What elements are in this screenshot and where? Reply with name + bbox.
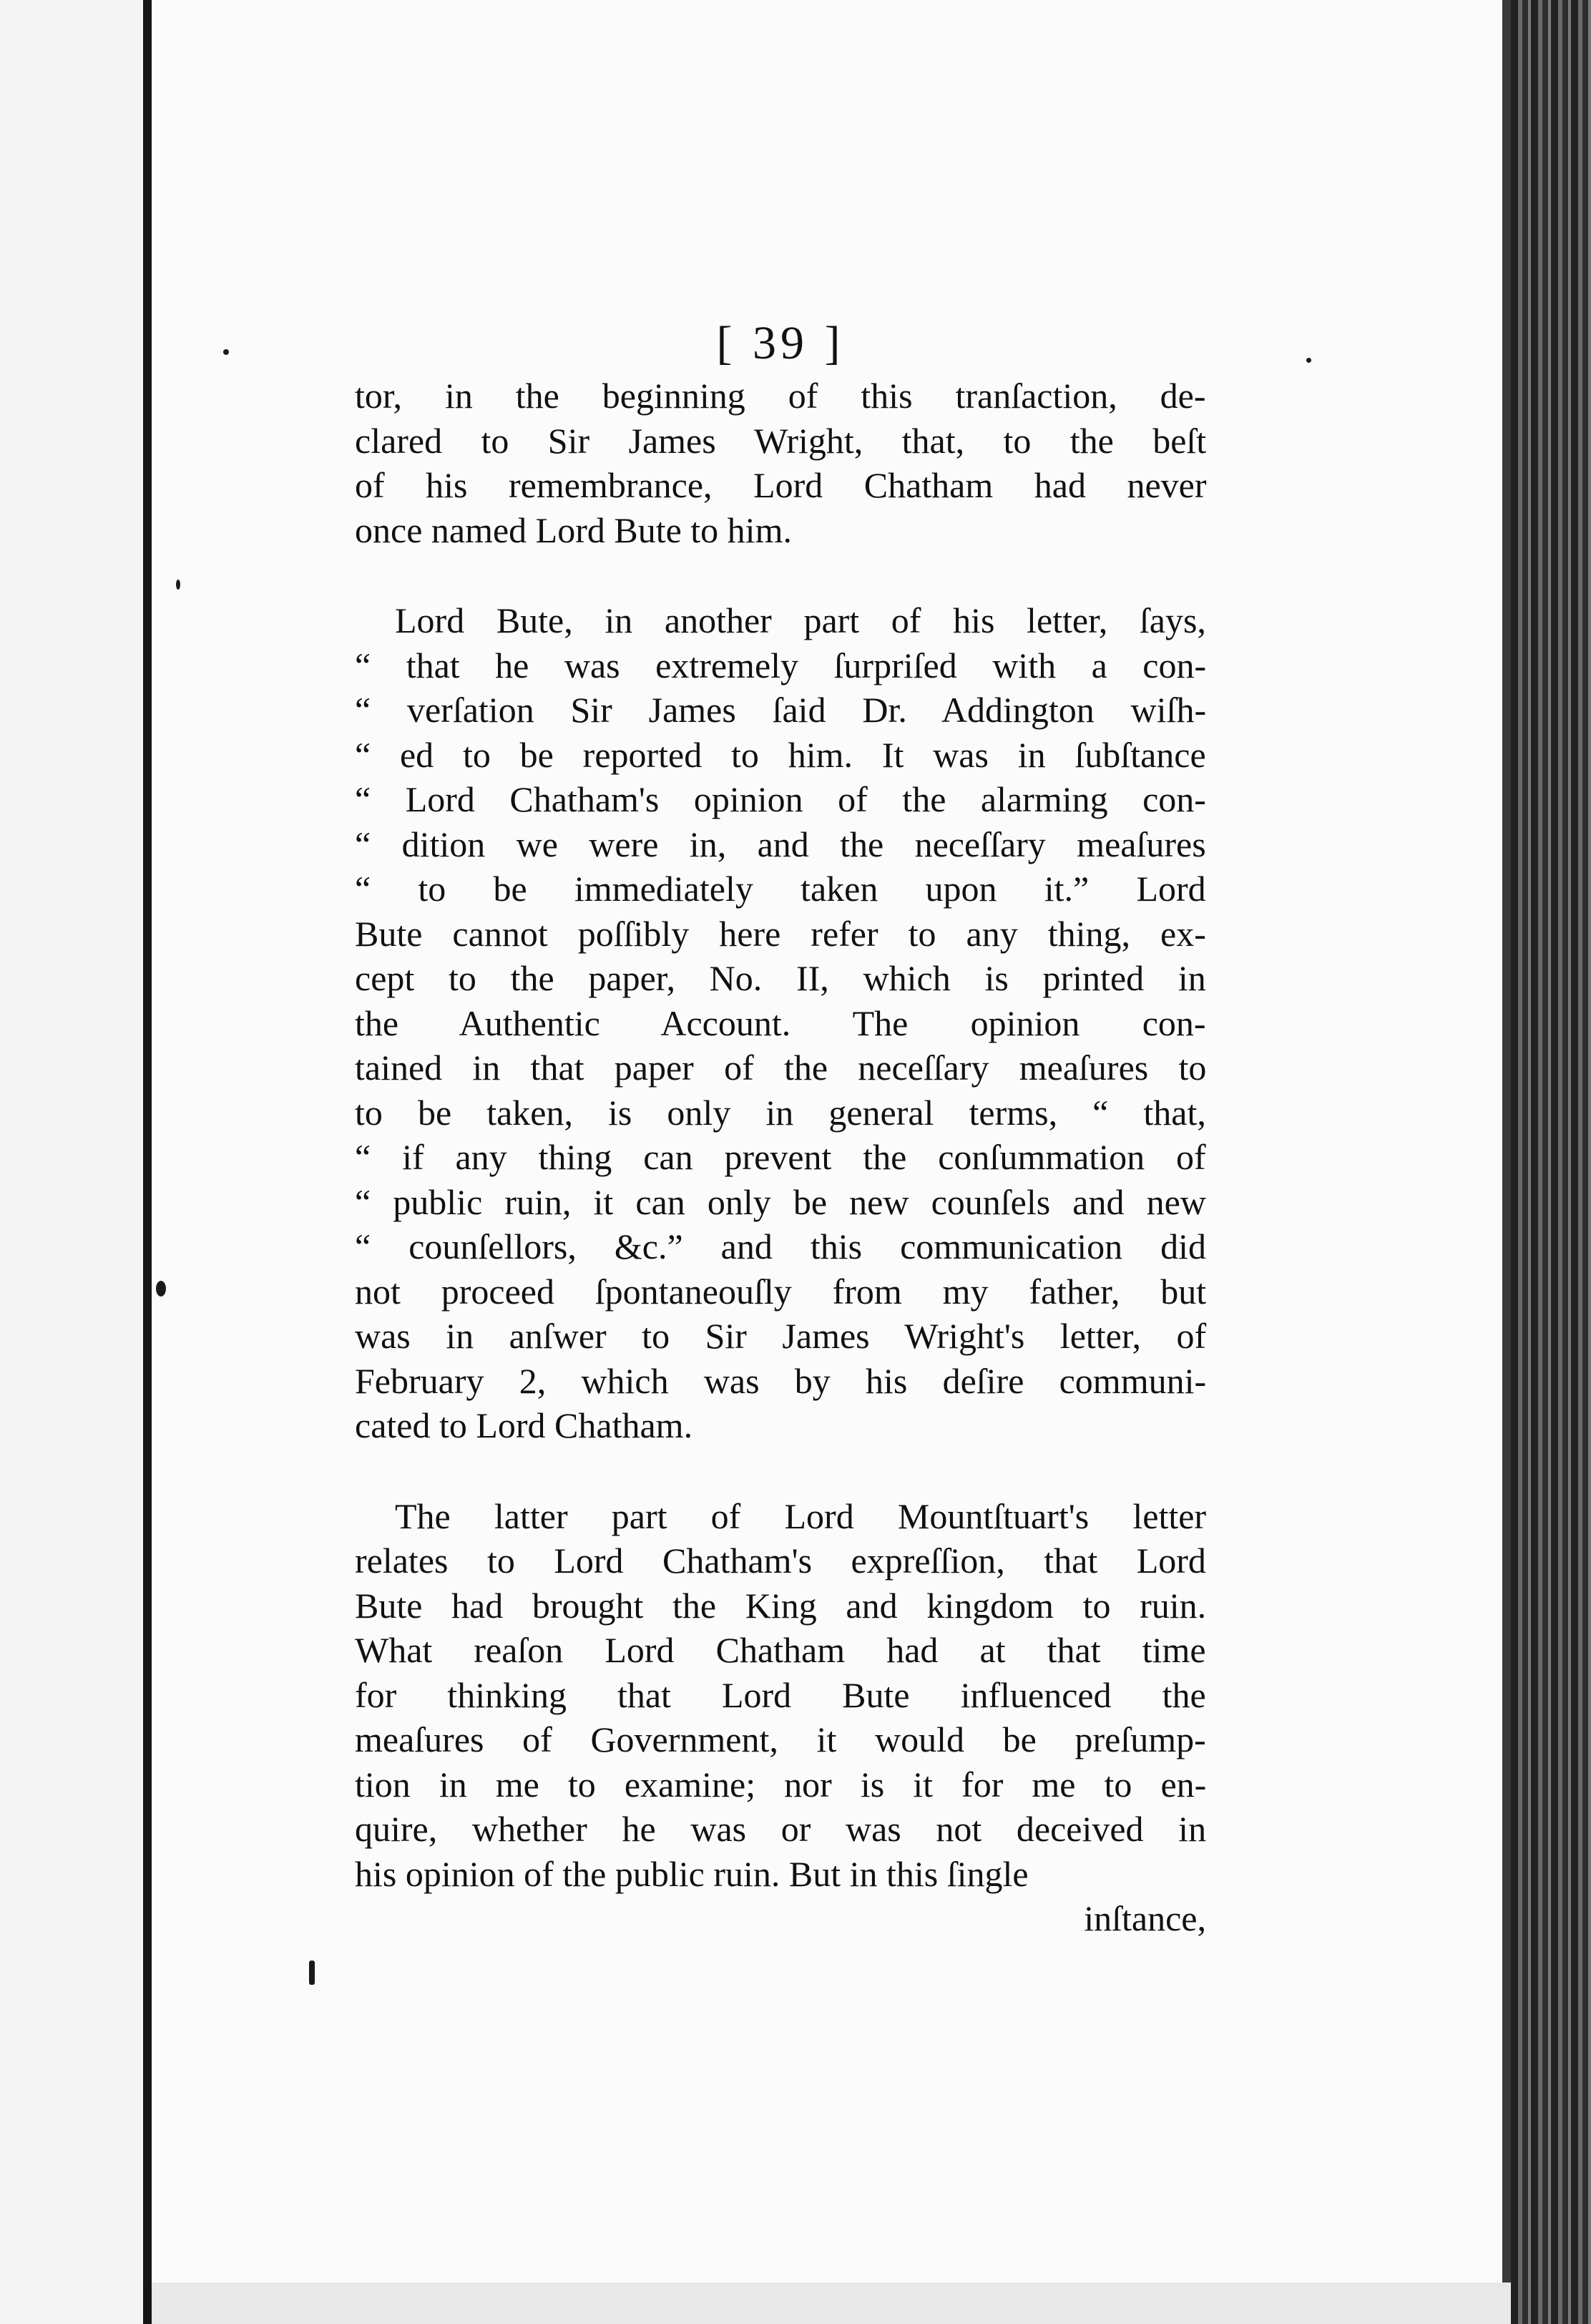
line-text: cept to the paper, No. II, which is printed in (355, 958, 1206, 998)
binding-gutter (143, 0, 152, 2324)
line-text: Bute cannot poſſibly here refer to any thing, ex- (355, 913, 1206, 954)
text-line (355, 374, 1206, 419)
line-text: not proceed ſpontaneouſly from my father, but (355, 1271, 1207, 1312)
text-line (355, 777, 1206, 822)
text-line (355, 912, 1206, 957)
line-text: “ counſellors, &c.” and this communication did (355, 1226, 1206, 1266)
line-text: quire, whether he was or was not deceived in (355, 1809, 1207, 1849)
page-bottom-edge (152, 2282, 1511, 2324)
ink-speck (309, 1961, 315, 1985)
text-line (355, 956, 1206, 1001)
text-line (355, 1628, 1206, 1673)
text-line (355, 1135, 1206, 1180)
text-line (355, 1538, 1206, 1583)
line-text: “ verſation Sir James ſaid Dr. Addington wiſh- (355, 690, 1207, 730)
line-text: his opinion of the public ruin. But in this ſingle (355, 1853, 1029, 1894)
facing-page-edge (0, 0, 143, 2324)
line-text: tained in that paper of the neceſſary meaſures to (355, 1048, 1207, 1088)
line-text: tor, in the beginning of this tranſaction, de- (355, 376, 1206, 416)
text-line (355, 688, 1206, 733)
line-text: relates to Lord Chatham's expreſſion, that Lord (355, 1541, 1206, 1581)
text-line (355, 1673, 1206, 1718)
ink-speck (1306, 358, 1311, 363)
line-text: tion in me to examine; nor is it for me to en- (355, 1764, 1207, 1805)
line-text: February 2, which was by his deſire communi- (355, 1360, 1207, 1401)
line-text: Bute had brought the King and kingdom to ruin. (355, 1585, 1207, 1626)
text-line (355, 733, 1206, 778)
text-line (355, 1494, 1206, 1539)
line-text: clared to Sir James Wright, that, to the beſt (355, 420, 1207, 461)
line-text: cated to Lord Chatham. (355, 1405, 693, 1445)
text-line (355, 1045, 1206, 1090)
paragraph (355, 1494, 1206, 1897)
line-text: What reaſon Lord Chatham had at that time (355, 1630, 1206, 1670)
line-text: “ that he was extremely ſurpriſed with a con- (355, 645, 1207, 685)
text-line (355, 1762, 1206, 1807)
paragraph (355, 598, 1206, 1448)
text-line (355, 822, 1206, 867)
text-line (355, 1717, 1206, 1762)
paragraph-gap (355, 552, 1206, 598)
text-line (355, 1180, 1206, 1225)
ink-speck (156, 1281, 166, 1297)
line-text: “ dition we were in, and the neceſſary meaſures (355, 824, 1206, 864)
text-block (355, 315, 1206, 1941)
line-text: meaſures of Government, it would be preſump- (355, 1719, 1206, 1759)
line-text: “ ed to be reported to him. It was in ſubſtance (355, 734, 1206, 775)
text-line (355, 1090, 1206, 1136)
line-text: of his remembrance, Lord Chatham had never (355, 465, 1207, 505)
line-text: “ if any thing can prevent the conſummation of (355, 1137, 1206, 1177)
line-text: Lord Bute, in another part of his letter, ſays, (395, 600, 1206, 640)
page-number-heading: [ 39 ] (716, 317, 845, 369)
line-text: “ to be immediately taken upon it.” Lord (355, 869, 1206, 909)
catchword: inſtance, (1084, 1898, 1206, 1938)
text-line (355, 866, 1206, 912)
text-line (355, 1359, 1206, 1404)
text-line (355, 643, 1206, 688)
text-line (355, 1269, 1206, 1314)
line-text: the Authentic Account. The opinion con- (355, 1002, 1206, 1043)
ink-speck (176, 580, 180, 590)
text-line (355, 419, 1206, 464)
paragraph (355, 374, 1206, 552)
ink-speck (223, 349, 229, 355)
text-line (355, 1807, 1206, 1852)
book-block-edge (1511, 0, 1591, 2324)
text-line (355, 1852, 1206, 1897)
line-text: The latter part of Lord Mountſtuart's letter (395, 1495, 1207, 1536)
text-line (355, 1403, 1206, 1448)
line-text: “ public ruin, it can only be new counſels and new (355, 1181, 1206, 1222)
text-line (355, 1583, 1206, 1629)
text-line (355, 508, 1206, 553)
body-text (355, 374, 1206, 1896)
text-line (355, 1224, 1206, 1269)
text-line (355, 1314, 1206, 1359)
paragraph-gap (355, 1448, 1206, 1494)
line-text: for thinking that Lord Bute influenced the (355, 1674, 1206, 1715)
line-text: to be taken, is only in general terms, “ that, (355, 1092, 1206, 1133)
line-text: once named Lord Bute to him. (355, 509, 792, 550)
line-text: “ Lord Chatham's opinion of the alarming con- (355, 779, 1206, 819)
text-line (355, 598, 1206, 643)
text-line (355, 1001, 1206, 1046)
line-text: was in anſwer to Sir James Wright's letter, of (355, 1316, 1207, 1356)
text-line (355, 463, 1206, 508)
